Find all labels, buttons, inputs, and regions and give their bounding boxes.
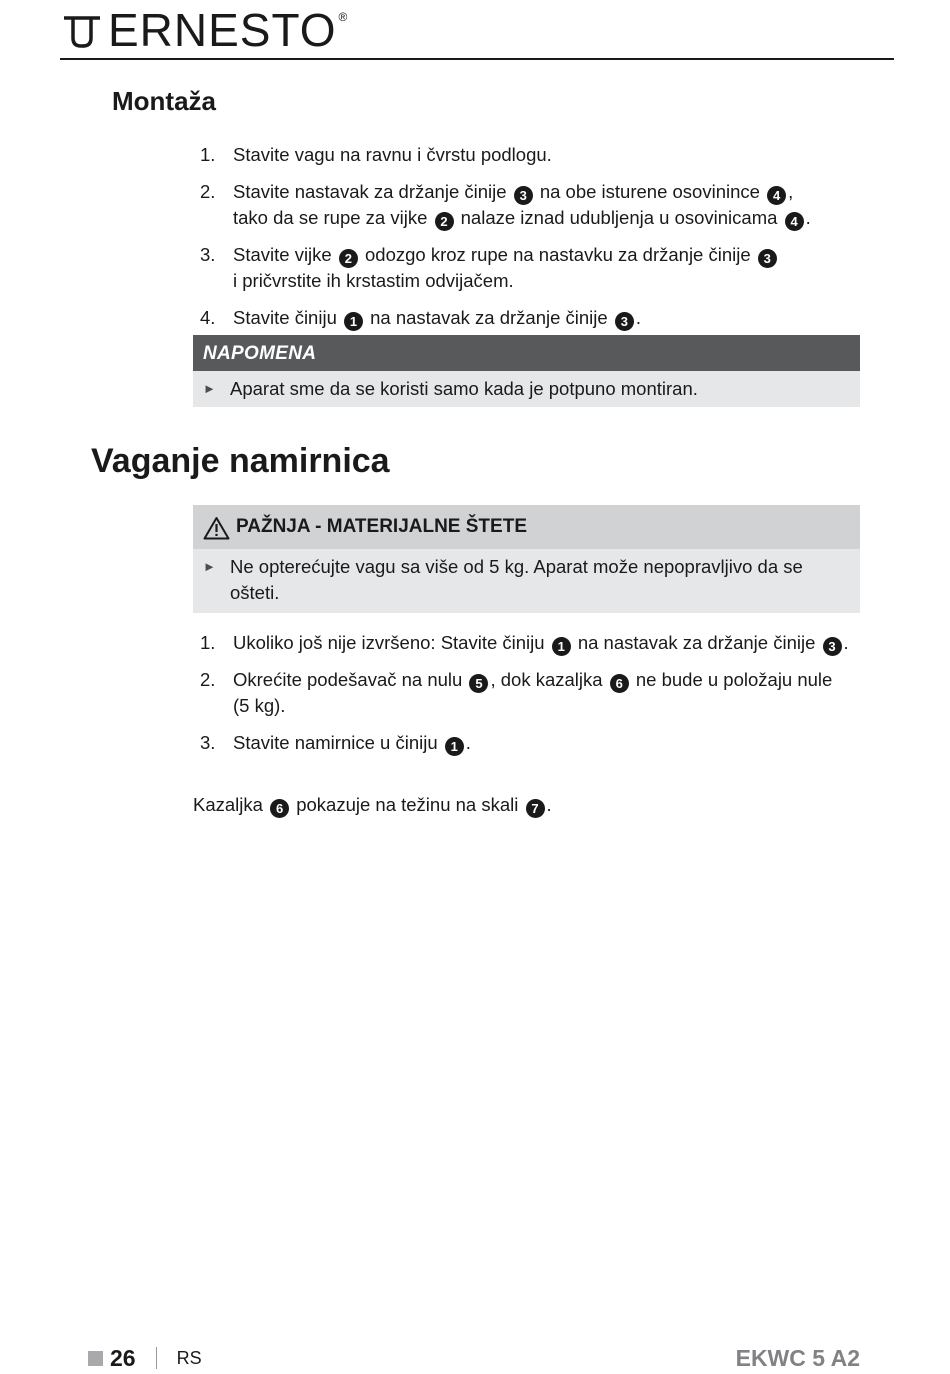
reference-number-badge: 4 bbox=[767, 186, 786, 205]
list-item bbox=[200, 667, 860, 719]
warning-body bbox=[193, 549, 860, 613]
text-run: Stavite činiju bbox=[233, 307, 342, 328]
list-item bbox=[200, 142, 860, 168]
text-run: Kazaljka bbox=[193, 794, 269, 815]
text-run: Stavite vagu na ravnu i čvrstu podlogu. bbox=[233, 144, 552, 165]
reference-number-badge: 6 bbox=[610, 674, 629, 693]
reference-number-badge: 6 bbox=[270, 799, 289, 818]
reference-number-badge: 2 bbox=[339, 249, 358, 268]
list-item-text bbox=[233, 244, 779, 291]
reference-number-badge: 7 bbox=[526, 799, 545, 818]
text-run: . bbox=[546, 794, 552, 815]
text-run: Ukoliko još nije izvršeno: Stavite činiju bbox=[233, 632, 550, 653]
text-run: . bbox=[805, 207, 811, 228]
reference-number-badge: 3 bbox=[514, 186, 533, 205]
page-number: 26 bbox=[110, 1344, 136, 1371]
reference-number-badge: 5 bbox=[469, 674, 488, 693]
warning-text: Ne opterećujte vagu sa više od 5 kg. Aparat može nepopravljivo da se ošteti. bbox=[230, 556, 803, 603]
text-run: Stavite namirnice u činiju bbox=[233, 732, 443, 753]
list-item bbox=[200, 730, 860, 756]
list-item bbox=[200, 630, 860, 656]
text-run: na nastavak za držanje činije bbox=[365, 307, 613, 328]
reference-number-badge: 1 bbox=[552, 637, 571, 656]
text-run: , dok kazaljka bbox=[490, 669, 608, 690]
vaganje-steps bbox=[200, 630, 860, 767]
list-item-number: 2. bbox=[200, 669, 216, 690]
list-item bbox=[200, 179, 860, 231]
footer-divider bbox=[156, 1347, 157, 1369]
warning-label: PAŽNJA - MATERIJALNE ŠTETE bbox=[236, 516, 527, 537]
text-run: odozgo kroz rupe na nastavku za držanje činije bbox=[359, 244, 756, 265]
text-run: Stavite nastavak za držanje činije bbox=[233, 181, 512, 202]
ernesto-logo-icon bbox=[60, 8, 104, 52]
brand-name: ERNESTO bbox=[108, 4, 337, 56]
reference-number-badge: 2 bbox=[435, 212, 454, 231]
note-header: NAPOMENA bbox=[193, 335, 860, 371]
list-item bbox=[200, 305, 860, 331]
list-item-number: 1. bbox=[200, 144, 216, 165]
warning-item bbox=[203, 554, 830, 606]
text-run: na obe isturene osovinince bbox=[534, 181, 766, 202]
list-item-number: 4. bbox=[200, 307, 216, 328]
reference-number-badge: 1 bbox=[445, 737, 464, 756]
brand-logo bbox=[60, 4, 348, 56]
list-item-text bbox=[233, 669, 832, 716]
note-text: Aparat sme da se koristi samo kada je potpuno montiran. bbox=[230, 378, 698, 399]
list-item-text bbox=[233, 144, 552, 165]
footer-square-icon bbox=[88, 1351, 103, 1366]
warning-triangle-icon bbox=[203, 516, 230, 540]
page-footer-left bbox=[88, 1344, 202, 1372]
reference-number-badge: 3 bbox=[758, 249, 777, 268]
montaza-steps bbox=[200, 142, 860, 342]
text-run: . bbox=[635, 307, 641, 328]
list-item-text bbox=[233, 181, 811, 228]
registered-mark: ® bbox=[338, 10, 348, 24]
section-title-vaganje: Vaganje namirnica bbox=[91, 442, 390, 480]
language-code: RS bbox=[176, 1347, 202, 1368]
list-item-text bbox=[233, 307, 641, 328]
text-run: i pričvrstite ih krstastim odvijačem. bbox=[233, 270, 514, 291]
text-run: , bbox=[788, 181, 794, 202]
reference-number-badge: 4 bbox=[785, 212, 804, 231]
list-item-number: 3. bbox=[200, 732, 216, 753]
bullet-arrow-icon: ► bbox=[203, 381, 216, 396]
bullet-arrow-icon: ► bbox=[203, 559, 216, 574]
list-item-number: 3. bbox=[200, 244, 216, 265]
text-run: Okrećite podešavač na nulu bbox=[233, 669, 468, 690]
reference-number-badge: 1 bbox=[344, 312, 363, 331]
text-run: na nastavak za držanje činije bbox=[572, 632, 821, 653]
text-run: pokazuje na težinu na skali bbox=[291, 794, 524, 815]
text-run: ne bude u položaju nule bbox=[630, 669, 833, 690]
note-body bbox=[193, 371, 860, 407]
list-item bbox=[200, 242, 860, 294]
model-number: EKWC 5 A2 bbox=[735, 1345, 860, 1371]
closing-paragraph bbox=[193, 792, 552, 818]
reference-number-badge: 3 bbox=[823, 637, 842, 656]
text-run: nalaze iznad udubljenja u osovinicama bbox=[455, 207, 783, 228]
text-run: (5 kg). bbox=[233, 695, 286, 716]
text-run: tako da se rupe za vijke bbox=[233, 207, 433, 228]
text-run: . bbox=[843, 632, 849, 653]
text-run: Stavite vijke bbox=[233, 244, 337, 265]
reference-number-badge: 3 bbox=[615, 312, 634, 331]
list-item-text bbox=[233, 632, 849, 653]
list-item-number: 1. bbox=[200, 632, 216, 653]
section-title-montaza: Montaža bbox=[112, 86, 216, 116]
note-item bbox=[203, 371, 860, 407]
list-item-text bbox=[233, 732, 471, 753]
warning-header bbox=[193, 505, 860, 549]
text-run: . bbox=[465, 732, 471, 753]
page-header bbox=[60, 6, 894, 60]
list-item-number: 2. bbox=[200, 181, 216, 202]
